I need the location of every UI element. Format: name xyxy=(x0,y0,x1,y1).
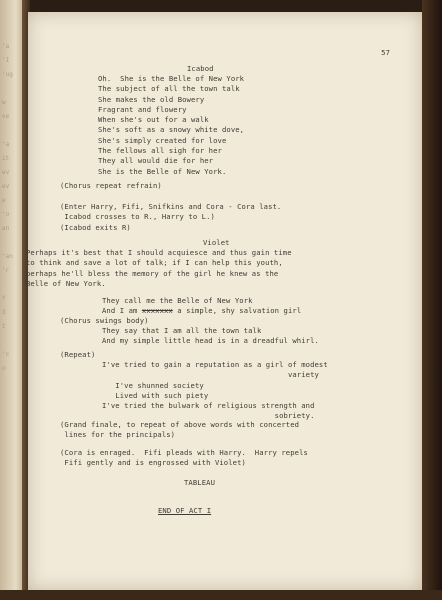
struck-out-word: xxxxxxx xyxy=(141,306,173,316)
speaker-violet: Violet xyxy=(203,238,230,247)
facing-page-edge: 'a 'I 'ug w ve 'a it ev ev e 'o an 'an 'r Y 3 t 'c o xyxy=(0,0,26,600)
lyric-line: She's simply created for love xyxy=(98,135,227,145)
lyric-line: She makes the old Bowery xyxy=(98,94,205,104)
repeat-line: sobriety. xyxy=(102,411,315,421)
direction-line: (Grand finale, to repeat of above words with concerted xyxy=(60,420,300,429)
song-line: And my simple little head is in a dreadful whirl. xyxy=(102,336,319,346)
icabod-lyrics xyxy=(98,74,244,177)
stage-direction-enter xyxy=(60,202,281,223)
violet-speech xyxy=(26,248,292,289)
repeat-line: I've shunned society xyxy=(102,380,204,390)
violet-song-cont xyxy=(102,326,319,347)
book-binding xyxy=(422,0,442,600)
lyric-line: They all would die for her xyxy=(98,156,214,166)
repeat-line: Lived with such piety xyxy=(102,390,209,400)
speaker-icabod: Icabod xyxy=(187,64,214,73)
lyric-line: She's soft as a snowy white dove, xyxy=(98,125,245,135)
repeat-line: I've tried the bulwark of religious strength and xyxy=(102,401,315,411)
stage-direction-cora xyxy=(60,448,308,469)
lyric-line: When she's out for a walk xyxy=(98,115,209,125)
repeat-line: variety xyxy=(102,370,319,380)
speech-line: to think and save a lot of talk; if I can help this youth, xyxy=(26,258,283,268)
lyric-line: Fragrant and flowery xyxy=(98,104,187,114)
direction-line: (Enter Harry, Fifi, Snifkins and Cora - Cora last. xyxy=(60,202,282,211)
lyric-line: The subject of all the town talk xyxy=(98,84,240,94)
direction-line: Icabod crosses to R., Harry to L.) xyxy=(60,212,215,222)
stage-direction-chorus-refrain: (Chorus repeat refrain) xyxy=(60,181,162,190)
speech-line: perhaps he'll bless the memory of the girl he knew as the xyxy=(26,268,279,278)
lyric-line: Oh. She is the Belle of New York xyxy=(98,74,245,83)
direction-line: lines for the principals) xyxy=(60,430,176,440)
song-line-end: a simple, shy salvation girl xyxy=(172,306,302,316)
tableau-heading: TABLEAU xyxy=(184,478,215,487)
direction-line: Fifi gently and is engrossed with Violet) xyxy=(60,458,246,468)
song-line: They call me the Belle of New York xyxy=(102,296,253,305)
lyric-line: The fellows all sigh for her xyxy=(98,146,222,156)
direction-line: (Cora is enraged. Fifi pleads with Harry. Harry repels xyxy=(60,448,308,457)
speech-line: Belle of New York. xyxy=(26,278,106,288)
speech-line: Perhaps it's best that I should acquiesce and thus gain time xyxy=(26,248,292,257)
song-line: They say that I am all the town talk xyxy=(102,326,262,335)
violet-song xyxy=(102,296,301,317)
script-page xyxy=(28,12,422,590)
repeat-line: I've tried to gain a reputation as a girl of modest xyxy=(102,360,328,369)
stage-direction-repeat: (Repeat) xyxy=(60,350,96,359)
page-number: 57 xyxy=(381,48,390,57)
book-bottom-edge xyxy=(0,590,442,600)
end-of-act-heading: END OF ACT I xyxy=(158,506,212,515)
stage-direction-chorus-swings: (Chorus swings body) xyxy=(60,316,149,325)
song-line-start: And I am xyxy=(102,306,142,316)
stage-direction-exit: (Icabod exits R) xyxy=(60,223,131,232)
stage-direction-finale xyxy=(60,420,299,441)
repeat-lyrics xyxy=(102,360,328,422)
lyric-line: She is the Belle of New York. xyxy=(98,166,227,176)
